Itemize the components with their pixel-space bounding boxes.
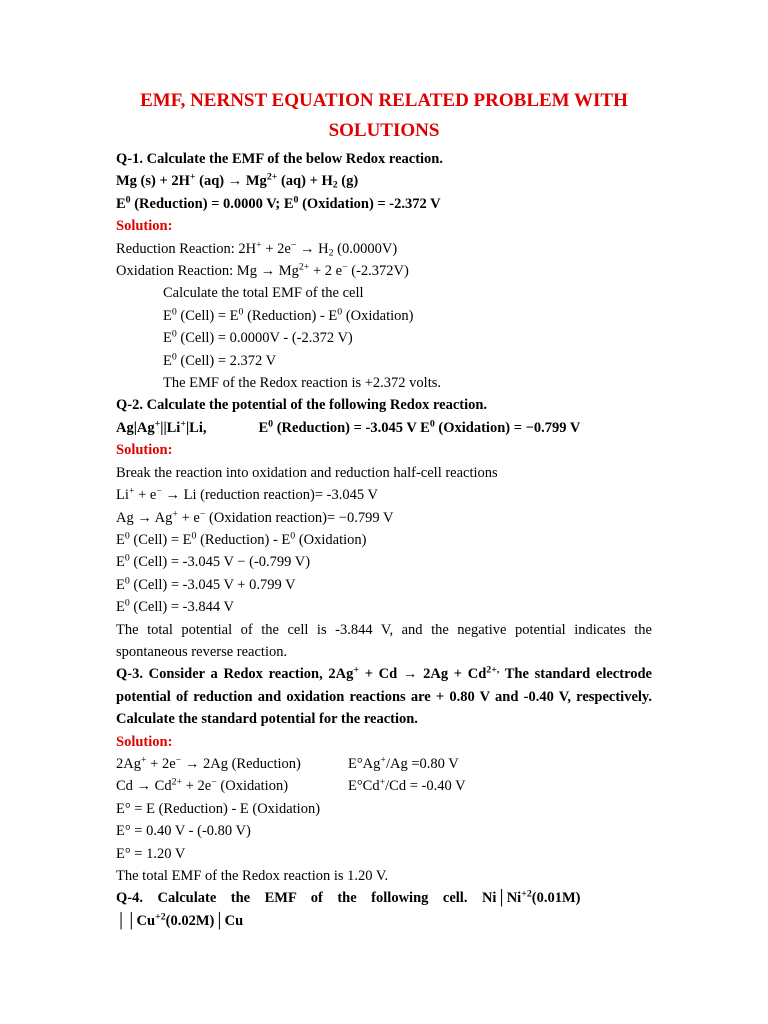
q2-line-4: $E^0$ (Cell) = $E^0$ (Reduction) - $E^0$ (Oxidation) (116, 530, 367, 548)
q4-line-2: $││Cu^{+2}(0.02M)│Cu$ (116, 911, 244, 929)
q2-line-7: $E^0$ (Cell) = -3.844 V (116, 597, 234, 616)
q1-solution-label: Solution: (116, 218, 173, 235)
title-line-1: EMF, NERNST EQUATION RELATED PROBLEM WITH (140, 90, 628, 111)
q1-reduction-reaction: Reduction Reaction: $2H^+ + 2e^- \to H_2$ (0.0000V) (116, 239, 398, 259)
q1-heading: Q-1. Calculate the EMF of the below Redox reaction. (116, 151, 444, 167)
document-page (116, 86, 652, 932)
q3-heading: Q-3. Consider a Redox reaction, $2Ag^+ + Cd \to 2Ag + Cd^{2+,}$ The standard electrode potential of reduction and oxidation reactions are + 0.80 V and -0.40 V, respectively. Calculate the standard potential for the reaction. (116, 664, 652, 728)
q2-line-3: Ag → Ag+ + e− (Oxidation reaction)= −0.799 V (116, 508, 394, 526)
q4-heading: Q-4. Calculate the EMF of the following cell. $Ni│Ni^{+2}(0.01M)$ (116, 888, 581, 907)
q2-cell: Ag|Ag+||Li+|Li, $E^0$ (Reduction) = -3.045 V $E^0$ (Oxidation) = −0.799 V (116, 418, 581, 436)
q2-solution-label: Solution: (116, 442, 173, 459)
q3-line-5: E° = 1.20 V (116, 845, 186, 862)
title-line-2: SOLUTIONS (328, 120, 440, 141)
q1-step-2: $E^0$ (Cell) = $E^0$ (Reduction) - $E^0$ (Oxidation) (163, 306, 414, 324)
page-title (116, 86, 652, 146)
q1-oxidation-reaction: Oxidation Reaction: $Mg \to Mg^{2+} + 2$ e− (-2.372V) (116, 261, 409, 280)
q1-step-3: $E^0$ (Cell) = 0.0000V - (-2.372 V) (163, 328, 353, 347)
q1-step-1: Calculate the total EMF of the cell (163, 285, 364, 302)
q3-reduction: 2Ag+ + 2e− → 2Ag (Reduction) E°Ag+/Ag =0.80 V (116, 754, 459, 772)
q3-line-4: E° = 0.40 V - (-0.80 V) (116, 823, 251, 840)
q3-oxidation: $Cd \to Cd^{2+} + 2e^-$ (Oxidation) E°Cd+/Cd = -0.40 V (116, 776, 466, 795)
q1-potentials: $E^0$ (Reduction) = 0.0000 V; $E^0$ (Oxidation) = -2.372 V (116, 194, 441, 212)
q2-conclusion: The total potential of the cell is -3.844 V, and the negative potential indicates the spontaneous reverse reaction. (116, 621, 652, 660)
q2-heading: Q-2. Calculate the potential of the following Redox reaction. (116, 397, 488, 414)
q3-line-6: The total EMF of the Redox reaction is 1.20 V. (116, 868, 389, 884)
q2-line-1: Break the reaction into oxidation and reduction half-cell reactions (116, 464, 498, 481)
q1-equation: Mg (s) + 2H+ $(aq) \to Mg^{2+}$ $(aq) + H_2$ (g) (116, 171, 359, 191)
q2-line-2: Li+ + e− → Li (reduction reaction)= -3.045 V (116, 485, 378, 504)
q3-solution-label: Solution: (116, 733, 173, 750)
q2-line-6: $E^0$ (Cell) = -3.045 V + 0.799 V (116, 575, 296, 593)
q1-step-5: The EMF of the Redox reaction is +2.372 volts. (163, 375, 441, 392)
q2-line-5: $E^0$ (Cell) = -3.045 V − (-0.799 V) (116, 552, 311, 571)
q1-step-4: $E^0$ (Cell) = 2.372 V (163, 351, 277, 369)
q3-line-3: E° = E (Reduction) - E (Oxidation) (116, 800, 321, 817)
